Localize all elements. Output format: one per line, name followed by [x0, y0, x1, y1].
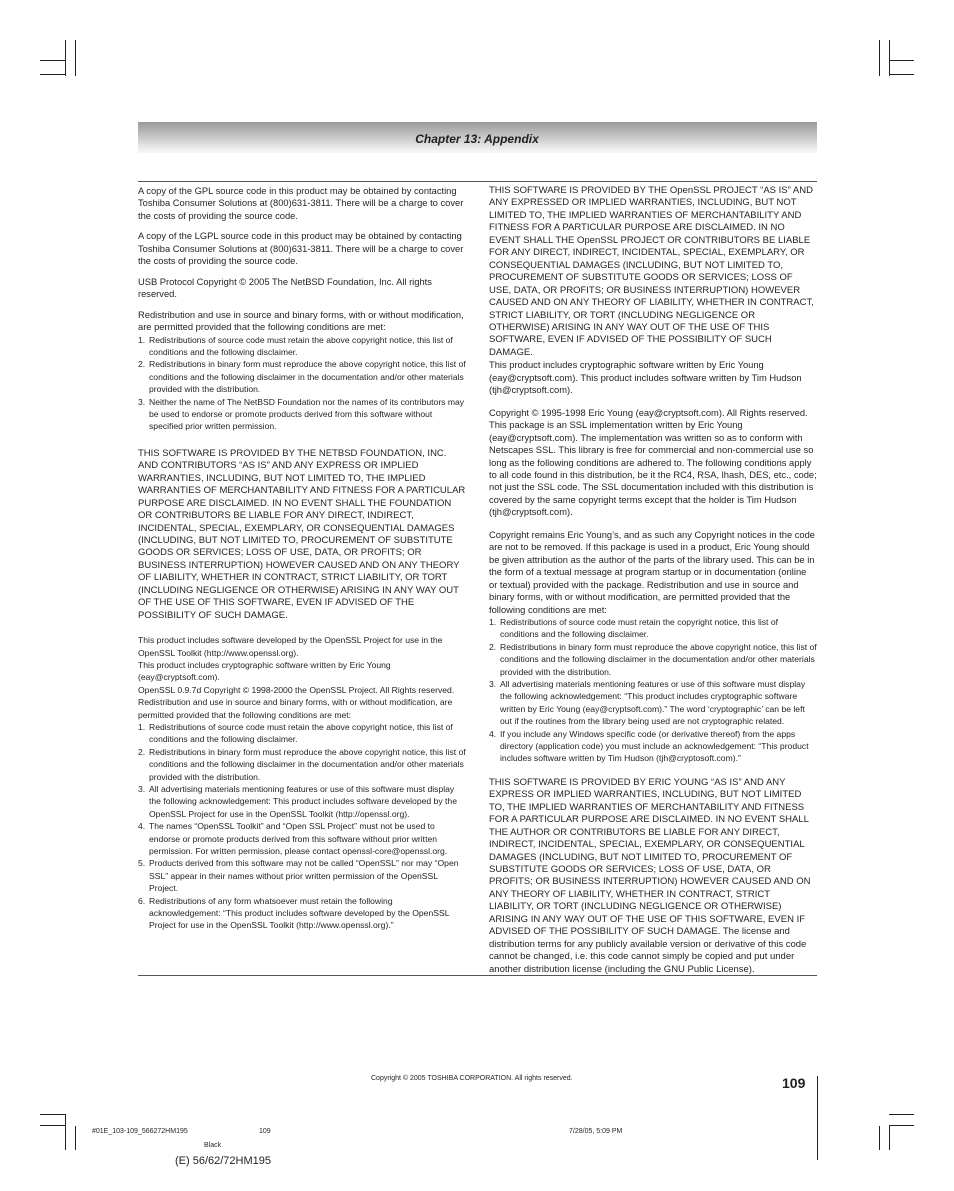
- ssleay-conditions: [489, 616, 817, 765]
- list-item: 1. Redistributions of source code must retain the above copyright notice, this list of conditions and the following disclaimer.: [138, 721, 453, 745]
- ssleay-notice: Copyright remains Eric Young’s, and as such any Copyright notices in the code are not to be removed. If this package is used in a product, Eric Young should be given attribution as the author of the parts of the library used. This can be in the form of a textual message at program startup or in documentation (online or textual) provided with the package. Redistribution and use in source and binary forms, with or without modification, are permitted provided that the following conditions are met:: [489, 529, 816, 615]
- list-item: 4. If you include any Windows specific code (or derivative thereof) from the apps directory (application code) you must include an acknowledgement: “This product includes software written by Tim Hudson (tjh@cryptosoft.com).”: [489, 728, 809, 764]
- list-item: 3. All advertising materials mentioning features or use of this software must display the following acknowledgement: “This product includes cryptographic software written by Eric Young (eay@cryptsoft.com).” The word ‘cryptographic’ can be left out if the routines from the library being used are not cryptographic related.: [489, 678, 806, 727]
- list-item: 2. Redistributions in binary form must reproduce the above copyright notice, this list of conditions and the following disclaimer in the documentation and/or other materials provided with the distribution.: [138, 746, 466, 782]
- slug-filename: #01E_103-109_566272HM195: [92, 1128, 188, 1135]
- list-item: 2. Redistributions in binary form must reproduce the above copyright notice, this list of conditions and the following disclaimer in the documentation and/or other materials provided with the distribution.: [138, 359, 466, 395]
- model-number: (E) 56/62/72HM195: [175, 1155, 271, 1167]
- lgpl-paragraph: A copy of the LGPL source code in this product may be obtained by contacting Toshiba Consumer Solutions at (800)631-3811. There will be a charge to cover the costs of providing the source code.: [138, 231, 464, 267]
- list-item: 5. Products derived from this software may not be called “OpenSSL” nor may “Open SSL” appear in their names without prior written permission of the OpenSSL Project.: [138, 858, 459, 894]
- chapter-title: Chapter 13: Appendix: [415, 132, 539, 146]
- right-column: [489, 185, 817, 984]
- left-column: [138, 185, 466, 940]
- list-item: 3. Neither the name of The NetBSD Foundation nor the names of its contributors may be used to endorse or promote products derived from this software without specified prior written permission.: [138, 396, 465, 432]
- gpl-paragraph: A copy of the GPL source code in this product may be obtained by contacting Toshiba Consumer Solutions at (800)631-3811. There will be a charge to cover the costs of providing the source code.: [138, 186, 464, 221]
- list-item: 1. Redistributions of source code must retain the copyright notice, this list of conditions and the following disclaimer.: [489, 616, 779, 640]
- list-item: 2. Redistributions in binary form must reproduce the above copyright notice, this list of conditions and the following disclaimer in the documentation and/or other materials provided with the distribution.: [489, 641, 817, 677]
- ssleay-copyright: Copyright © 1995-1998 Eric Young (eay@cryptsoft.com). All Rights reserved. This package is an SSL implementation written by Eric Young (eay@cryptsoft.com). The implementation was written so as to conform with Netscapes SSL. This library is free for commercial and non-commercial use so long as the following conditions are adhered to. The following conditions apply to all code found in this distribution, be it the RC4, RSA, lhash, DES, etc., code; not just the SSL code. The SSL documentation included with this distribution is covered by the same copyright terms except that the holder is Tim Hudson (tjh@cryptsoft.com).: [489, 407, 817, 518]
- usb-copyright: USB Protocol Copyright © 2005 The NetBSD Foundation, Inc. All rights reserved.: [138, 276, 432, 300]
- openssl-disclaimer: THIS SOFTWARE IS PROVIDED BY THE OpenSSL PROJECT “AS IS” AND ANY EXPRESSED OR IMPLIED WARRANTIES, INCLUDING, BUT NOT LIMITED TO, THE IMPLIED WARRANTIES OF MERCHANTABILITY AND FITNESS FOR A PARTICULAR PURPOSE ARE DISCLAIMED. IN NO EVENT SHALL THE OpenSSL PROJECT OR CONTRIBUTORS BE LIABLE FOR ANY DIRECT, INDIRECT, INCIDENTAL, SPECIAL, EXEMPLARY, OR CONSEQUENTIAL DAMAGES (INCLUDING, BUT NOT LIMITED TO, PROCUREMENT OF SUBSTITUTE GOODS OR SERVICES; LOSS OF USE, DATA, OR PROFITS; OR BUSINESS INTERRUPTION) HOWEVER CAUSED AND ON ANY THEORY OF LIABILITY, WHETHER IN CONTRACT, STRICT LIABILITY, OR TORT (INCLUDING NEGLIGENCE OR OTHERWISE) ARISING IN ANY WAY OUT OF THE USE OF THIS SOFTWARE, EVEN IF ADVISED OF THE POSSIBILITY OF SUCH DAMAGE.: [489, 185, 814, 358]
- openssl-disclaimer-tail: This product includes cryptographic software written by Eric Young (eay@cryptsoft.com). This product includes software written by Tim Hudson (tjh@cryptsoft.com).: [489, 360, 802, 396]
- netbsd-disclaimer: THIS SOFTWARE IS PROVIDED BY THE NETBSD FOUNDATION, INC. AND CONTRIBUTORS “AS IS” AND ANY EXPRESS OR IMPLIED WARRANTIES, INCLUDING, BUT NOT LIMITED TO, THE IMPLIED WARRANTIES OF MERCHANTABILITY AND FITNESS FOR A PARTICULAR PURPOSE ARE DISCLAIMED. IN NO EVENT SHALL THE FOUNDATION OR CONTRIBUTORS BE LIABLE FOR ANY DIRECT, INDIRECT, INCIDENTAL, SPECIAL, EXEMPLARY, OR CONSEQUENTIAL DAMAGES (INCLUDING, BUT NOT LIMITED TO, PROCUREMENT OF SUBSTITUTE GOODS OR SERVICES; LOSS OF USE, DATA, OR PROFITS; OR BUSINESS INTERRUPTION) HOWEVER CAUSED AND ON ANY THEORY OF LIABILITY, WHETHER IN CONTRACT, STRICT LIABILITY, OR TORT (INCLUDING NEGLIGENCE OR OTHERWISE) ARISING IN ANY WAY OUT OF THE USE OF THIS SOFTWARE, EVEN IF ADVISED OF THE POSSIBILITY OF SUCH DAMAGE.: [138, 447, 466, 621]
- netbsd-conditions: [138, 334, 466, 433]
- page-number: 109: [782, 1075, 806, 1091]
- footer-copyright: Copyright © 2005 TOSHIBA CORPORATION. All rights reserved.: [371, 1075, 573, 1082]
- netbsd-intro: Redistribution and use in source and binary forms, with or without modification, are permitted provided that the following conditions are met:: [138, 309, 464, 333]
- list-item: 3. All advertising materials mentioning features or use of this software must display the following acknowledgement: This product includes software developed by the OpenSSL Project for use in the OpenSSL Toolkit (http://openssl.org).: [138, 784, 457, 819]
- openssl-line-3: OpenSSL 0.9.7d Copyright © 1998-2000 the OpenSSL Project. All Rights reserved. Redistribution and use in source and binary forms, with or without modification, are permitted provided that the following conditions are met:: [138, 684, 455, 720]
- slug-date: 7/28/05, 5:09 PM: [569, 1128, 623, 1135]
- slug-page: 109: [259, 1128, 271, 1135]
- top-rule: [138, 181, 817, 182]
- list-item: 1. Redistributions of source code must retain the above copyright notice, this list of conditions and the following disclaimer.: [138, 334, 453, 357]
- list-item: 6. Redistributions of any form whatsoever must retain the following acknowledgement: “This product includes software developed by the OpenSSL Project for use in the OpenSSL Toolkit (http://www.openssl.org).”: [138, 895, 450, 931]
- ssleay-disclaimer: THIS SOFTWARE IS PROVIDED BY ERIC YOUNG “AS IS” AND ANY EXPRESS OR IMPLIED WARRANTIES, INCLUDING, BUT NOT LIMITED TO, THE IMPLIED WARRANTIES OF MERCHANTABILITY AND FITNESS FOR A PARTICULAR PURPOSE ARE DISCLAIMED. IN NO EVENT SHALL THE AUTHOR OR CONTRIBUTORS BE LIABLE FOR ANY DIRECT, INDIRECT, INCIDENTAL, SPECIAL, EXEMPLARY, OR CONSEQUENTIAL DAMAGES (INCLUDING, BUT NOT LIMITED TO, PROCUREMENT OF SUBSTITUTE GOODS OR SERVICES; LOSS OF USE, DATA, OR PROFITS; OR BUSINESS INTERRUPTION) HOWEVER CAUSED AND ON ANY THEORY OF LIABILITY, WHETHER IN CONTRACT, STRICT LIABILITY, OR TORT (INCLUDING NEGLIGENCE OR OTHERWISE) ARISING IN ANY WAY OUT OF THE USE OF THIS SOFTWARE, EVEN IF ADVISED OF THE POSSIBILITY OF SUCH DAMAGE. The license and distribution terms for any publicly available version or derivative of this code cannot be changed, i.e. this code cannot simply be copied and put under another distribution license (including the GNU Public License).: [489, 776, 811, 975]
- slug-color: Black: [204, 1142, 222, 1149]
- openssl-line-2: This product includes cryptographic software written by Eric Young (eay@cryptsoft.com).: [138, 659, 391, 683]
- openssl-line-1: This product includes software developed by the OpenSSL Project for use in the OpenSSL Toolkit (http://www.openssl.org).: [138, 635, 443, 658]
- list-item: 4. The names “OpenSSL Toolkit” and “Open SSL Project” must not be used to endorse or promote products derived from this software without prior written permission. For written permission, please contact openssl-core@openssl.org.: [138, 821, 448, 857]
- openssl-conditions: [138, 721, 466, 932]
